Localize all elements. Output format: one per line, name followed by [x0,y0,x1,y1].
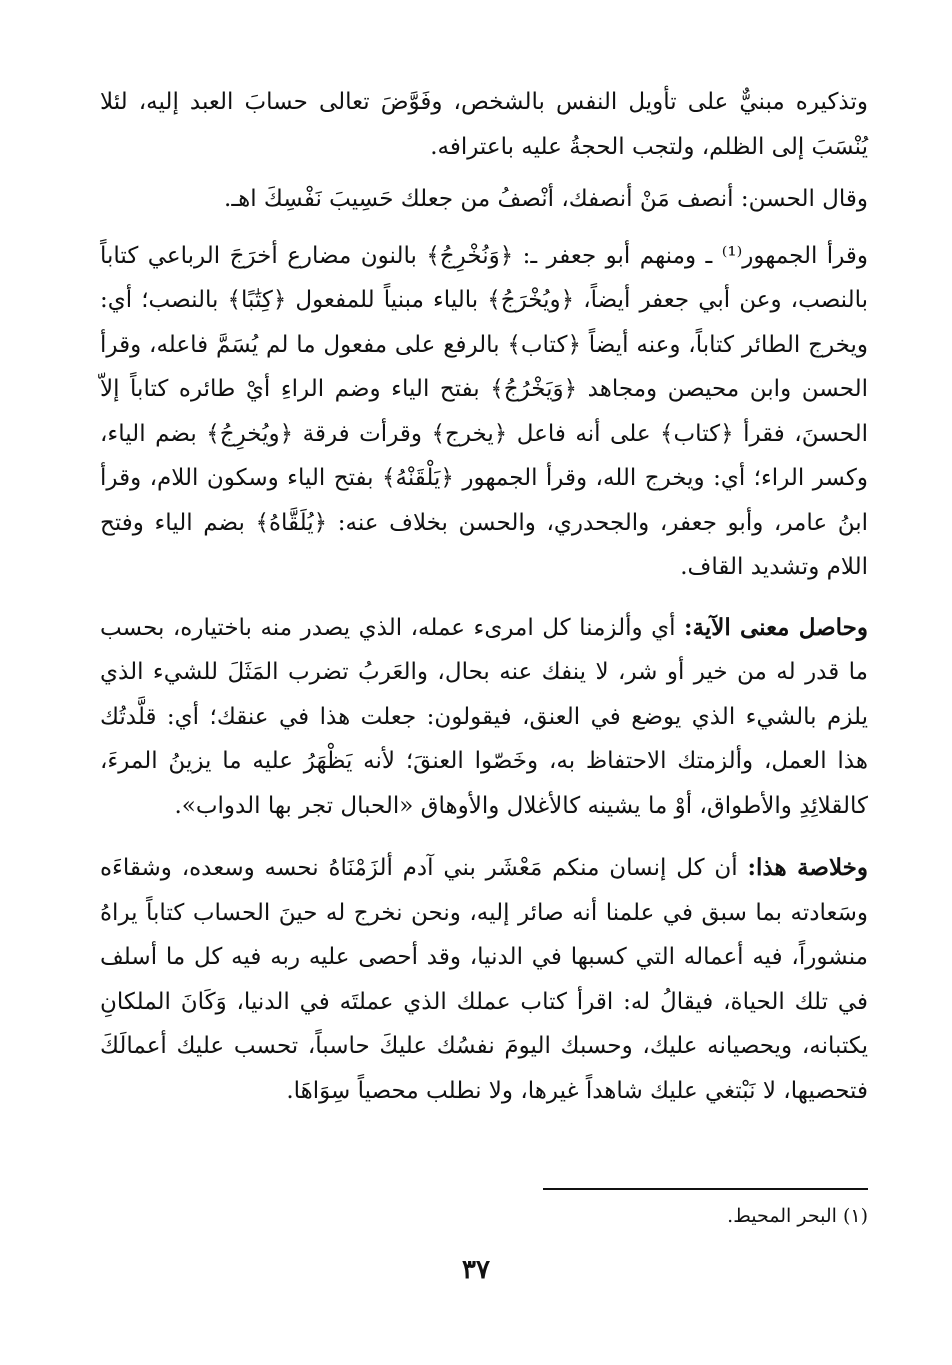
footnote-text: البحر المحيط. [727,1205,843,1227]
paragraph-5-lead: وخلاصة هذا: [747,854,869,881]
paragraph-1 [100,80,868,169]
paragraph-3-text: وقرأ الجمهور⁽¹⁾ ـ ومنهم أبو جعفر ـ: ﴿وَنُخْرِجُ﴾ بالنون مضارع أخرَجَ الرباعي كتاباً بالنصب، وعن أبي جعفر أيضاً، ﴿ويُخْرَجُ﴾ بالياء مبنياً للمفعول ﴿كِتَٰبًا﴾ بالنصب؛ أي: ويخرج الطائر كتاباً، وعنه أيضاً ﴿كتاب﴾ بالرفع على مفعول ما لم يُسَمَّ فاعله، وقرأ الحسن وابن محيصن ومجاهد ﴿وَيَخْرُجُ﴾ بفتح الياء وضم الراءِ أيْ طائره كتاباً إلاّ الحسنَ، فقرأ ﴿كتاب﴾ على أنه فاعل ﴿يخرج﴾ وقرأت فرقة ﴿ويُخرِجُ﴾ بضم الياء، وكسر الراء؛ أي: ويخرج الله، وقرأ الجمهور ﴿يَلْقَنْهُ﴾ بفتح الياء وسكون اللام، وقرأ ابنُ عامر، وأبو جعفر، والجحدري، والحسن بخلاف عنه: ﴿يُلَقَّاهُ﴾ بضم الياء وفتح اللام وتشديد القاف. [100,242,868,580]
paragraph-2-text: وقال الحسن: أنصف مَنْ أنصفك، أنْصفُ من جعلك حَسِيبَ نَفْسِكَ اهـ. [224,186,868,212]
paragraph-4-text: أي وألزمنا كل امرىء عمله، الذي يصدر منه باختياره، بحسب ما قدر له من خير أو شر، لا ينفك عنه بحال، والعَربُ تضرب المَثَلَ للشيء الذي يلزم بالشيء الذي يوضع في العنق، فيقولون: جعلت هذا في عنقك؛ أي: قلَّدتُك هذا العمل، وألزمتك الاحتفاظ به، وخَصّوا العنقَ؛ لأنه يَظْهَرُ عليه ما يزينُ المرءَ، كالقلائِدِ والأطواق، أوْ ما يشينه كالأغلال والأوهاق «الحبال تجر بها الدواب». [100,614,868,819]
paragraph-3 [100,234,868,590]
paragraph-5-text: أن كل إنسان منكم مَعْشَر بني آدم ألزَمْنَاهُ نحسه وسعده، وشقاءَه وسَعادته بما سبق في علمنا أنه صائر إليه، ونحن نخرج له حينَ الحساب كتاباً يراهُ منشوراً، فيه أعماله التي كسبها في الدنيا، وقد أحصى عليه ربه فيه كل ما أسلف في تلك الحياة، فيقالُ له: اقرأ كتاب عملك الذي عملتَه في الدنيا، وَكَانَ الملكانِ يكتبانه، ويحصيانه عليك، وحسبك اليومَ نفسُك عليكَ حاسباً، تحسب عليك أعمالَكَ فتحصيها، لا نَبْتغي عليك شاهداً غيرها، ولا نطلب محصياً سِوَاهَا. [100,855,868,1104]
footnote-marker: (١) [842,1205,868,1227]
footnote [88,1200,868,1232]
paragraph-2 [100,177,868,222]
paragraph-4-lead: وحاصل معنى الآية: [684,613,868,641]
paragraph-4 [100,606,868,829]
footnote-divider [543,1188,868,1190]
paragraph-5 [100,846,868,1113]
paragraph-1-text: وتذكيره مبنيٌّ على تأويل النفس بالشخص، وفَوَّضَ تعالى حسابَ العبد إليه، لئلا يُنْسَبَ إلى الظلم، ولتجب الحجةُ عليه باعترافه. [100,89,868,160]
page-number: ٣٧ [462,1255,490,1285]
